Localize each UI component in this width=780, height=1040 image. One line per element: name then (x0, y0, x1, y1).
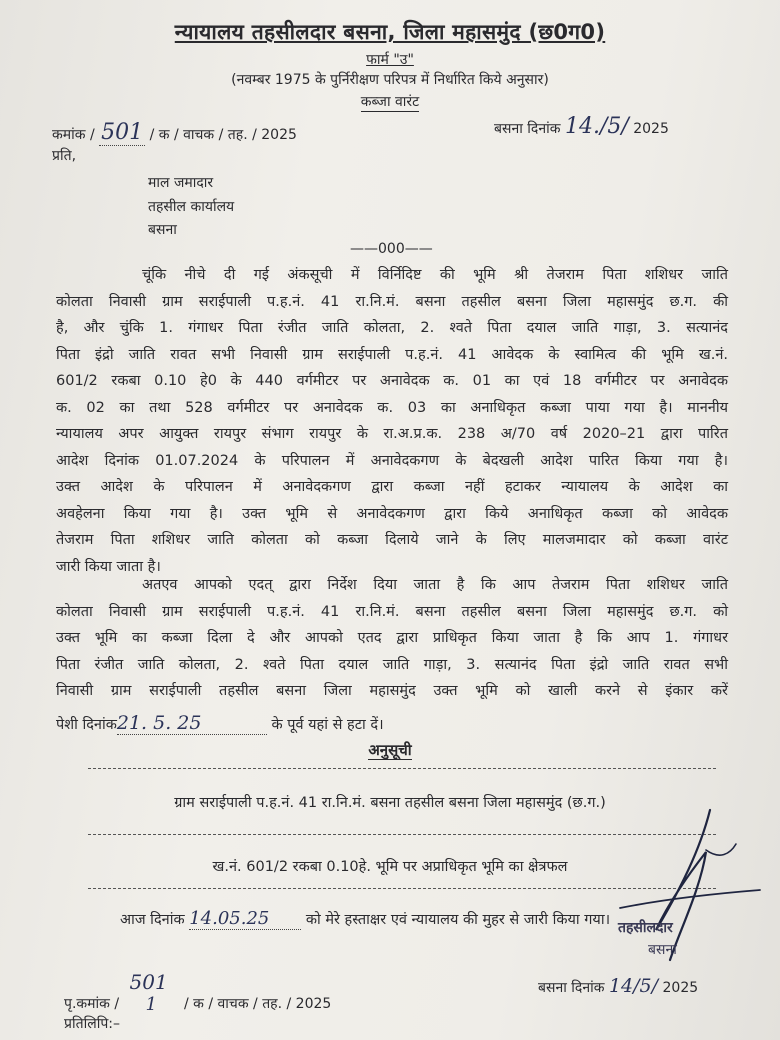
court-title: न्यायालय तहसीलदार बसना, जिला महासमुंद (छ0ग0) (174, 20, 606, 44)
schedule-heading: अनुसूची (368, 741, 412, 759)
copy-label: प्रतिलिपि:– (64, 1016, 120, 1032)
schedule-village: ग्राम सराईपाली प.ह.नं. 41 रा.नि.मं. बसना तहसील बसना जिला महासमुंद (छ.ग.) (174, 795, 606, 811)
endorse-number-bottom: 1 (145, 994, 157, 1015)
ref-number-line (52, 120, 297, 145)
issue-line (120, 908, 610, 930)
issue-prefix: आज दिनांक (120, 912, 185, 928)
para1-line: क. 02 का तथा 528 वर्गमीटर पर अनावेदक क. 03 का अनाधिकृत कब्जा पाया गया है। माननीय (56, 399, 728, 416)
ref-prefix: कमांक / (52, 127, 95, 143)
ref-date-handwritten: 14./5/ (564, 114, 629, 139)
para1-line: आदेश दिनांक 01.07.2024 के परिपालन में अनावेदकगण के बेदखली आदेश पारित किया गया है। (56, 452, 728, 469)
endorse-line (64, 970, 332, 1015)
body-paragraph-1 (56, 262, 728, 580)
endorse-number-fraction (124, 970, 180, 1015)
ref-place-date-label: बसना दिनांक (494, 121, 561, 137)
schedule-rule (88, 768, 716, 769)
para1-line: अवहेलना किया गया है। उक्त भूमि से अनावेदकगण द्वारा किये अनाधिकृत कब्जा को आवेदक (56, 505, 728, 522)
ref-number-handwritten: 501 (101, 120, 144, 145)
para2-line: पिता रंजीत जाति कोलता, 2. श्वते पिता दयाल जाति गाड़ा, 3. सत्यानंद पिता इंद्रो जाति रावत सभी (56, 656, 728, 673)
issue-suffix: को मेरे हस्ताक्षर एवं न्यायालय की मुहर से जारी किया गया। (305, 912, 611, 928)
body-paragraph-2 (56, 572, 728, 705)
to-label: प्रति, (52, 148, 77, 164)
issue-date-handwritten: 14.05.25 (189, 908, 301, 930)
ref-year: 2025 (633, 121, 669, 137)
schedule-heading-wrap (0, 740, 780, 760)
hearing-date-handwritten: 21. 5. 25 (117, 712, 267, 735)
form-label: फार्म "उ" (366, 52, 414, 68)
footer-date-handwritten: 14/5/ (608, 975, 659, 997)
schedule-khasra: ख.नं. 601/2 रकबा 0.10हे. भूमि पर अप्राधिकृत भूमि का क्षेत्रफल (212, 859, 568, 875)
para1-line: पिता इंद्रो जाति रावत सभी निवासी ग्राम सराईपाली प.ह.नं. 41 आवेदक के स्वामित्व की भूमि ख.नं. (56, 346, 728, 363)
para1-line: जारी किया जाता है। (56, 558, 161, 575)
footer-place-date-label: बसना दिनांक (538, 980, 605, 996)
to-line-3: बसना (148, 222, 177, 238)
to-line-2: तहसील कार्यालय (148, 199, 235, 215)
warrant-type-text: कब्जा वारंट (360, 94, 420, 110)
para1-line: उक्त आदेश के परिपालन में अनावेदकगण द्वारा कब्जा नहीं हटाकर न्यायालय के आदेश का (56, 479, 728, 495)
endorse-number-top: 501 (129, 970, 168, 994)
hearing-line (56, 712, 384, 735)
signature-designation: तहसीलदार (618, 920, 673, 936)
para1-line: न्यायालय अपर आयुक्त रायपुर संभाग रायपुर के रा.अ.प्र.क. 238 अ/70 वर्ष 2020–21 द्वारा पारित (56, 426, 728, 442)
para2-line: उक्त भूमि का कब्जा दिला दे और आपको एतद द्वारा प्राधिकृत किया जाता है कि आप 1. गंगाधर (56, 630, 728, 646)
para2-line: निवासी ग्राम सराईपाली तहसील बसना जिला महासमुंद उक्त भूमि को खाली करने से इंकार करें (56, 683, 728, 699)
hearing-label: पेशी दिनांक (56, 717, 117, 733)
footer-date-line (538, 975, 698, 997)
para1-line: चूंकि नीचे दी गई अंकसूची में विर्निदिष्ट की भूमि श्री तेजराम पिता शशिधर जाति (142, 267, 728, 283)
signature-place: बसना (648, 942, 677, 958)
warrant-type (0, 92, 780, 111)
ref-date-line (494, 114, 669, 139)
circular-note: (नवम्बर 1975 के पुर्निरीक्षण परिपत्र में निर्धारित किये अनुसार) (231, 72, 549, 88)
separator: ——000—— (350, 241, 433, 257)
para1-line: तेजराम पिता शशिधर जाति कोलता को कब्जा दिलाये जाने के लिए मालजमादार को कब्जा वारंट (56, 532, 728, 548)
footer-year: 2025 (662, 980, 699, 996)
para1-line: कोलता निवासी ग्राम सराईपाली प.ह.नं. 41 रा.नि.मं. बसना तहसील बसना जिला महासमुंद छ.ग. की (56, 293, 728, 310)
para1-line: 601/2 रकबा 0.10 हे0 के 440 वर्गमीटर पर अनावेदक क. 01 का एवं 18 वर्गमीटर पर अनावेदक (56, 373, 728, 389)
para2-line: अतएव आपको एदत् द्वारा निर्देश दिया जाता है कि आप तेजराम पिता शशिधर जाति (142, 577, 728, 593)
endorse-prefix: पृ.कमांक / (64, 996, 120, 1012)
para2-line: कोलता निवासी ग्राम सराईपाली प.ह.नं. 41 रा.नि.मं. बसना तहसील बसना जिला महासमुंद छ.ग. को (56, 603, 728, 620)
endorse-suffix: / क / वाचक / तह. / 2025 (183, 996, 332, 1012)
para1-line: है, और चुंकि 1. गंगाधर पिता रंजीत जाति कोलता, 2. श्वते पिता दयाल जाति गाड़ा, 3. सत्यानंद (56, 320, 728, 336)
hearing-tail: के पूर्व यहां से हटा दें। (271, 717, 384, 733)
to-line-1: माल जमादार (148, 175, 214, 191)
ref-suffix: / क / वाचक / तह. / 2025 (149, 127, 297, 143)
